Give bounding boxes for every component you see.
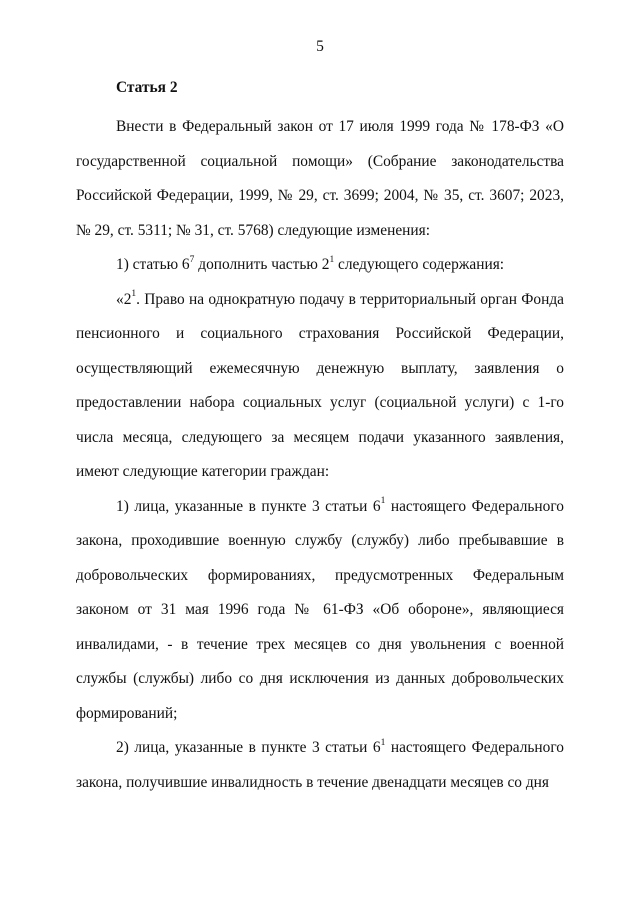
paragraph-item-1-article-6-7 <box>76 248 564 283</box>
superscript-index: 1 <box>131 289 137 300</box>
text-run: дополнить частью 2 <box>194 256 330 273</box>
text-run: следующего содержания: <box>334 256 505 273</box>
text-run: Внести в Федеральный закон от 17 июля 1999 года № 178-ФЗ «О государственной социальной помощи» (Собрание законодательства Российской Федерации, 1999, № 29, ст. 3699; 2004, № 35, ст. 3607; 2023, № 29, ст. 5311; № 31, ст. 5768) следующие изменения: <box>76 118 564 239</box>
text-run: . Право на однократную подачу в территориальный орган Фонда пенсионного и социального страхования Российской Федерации, осуществляющий ежемесячную денежную выплату, заявления о предоставлении набора социальных услуг (социальной услуги) с 1-го числа месяца, следующего за месяцем подачи указанного заявления, имеют следующие категории граждан: <box>76 290 564 480</box>
paragraph-intro <box>76 110 564 248</box>
article-heading: Статья 2 <box>116 79 178 96</box>
text-run: 1) статью 6 <box>116 256 190 273</box>
paragraph-subitem-2 <box>76 731 564 800</box>
superscript-index: 7 <box>189 254 195 265</box>
text-run: «2 <box>116 290 132 308</box>
page-number: 5 <box>316 38 324 55</box>
paragraph-part-2-1 <box>76 283 564 490</box>
superscript-index: 1 <box>329 254 335 265</box>
superscript-index: 1 <box>380 496 386 507</box>
text-run: 2) лица, указанные в пункте 3 статьи 6 <box>116 739 381 756</box>
text-run: 1) лица, указанные в пункте 3 статьи 6 <box>116 497 381 515</box>
text-run: настоящего Федерального закона, проходившие военную службу (службу) либо пребывавшие в добровольческих формированиях, предусмотренных Федеральным законом от 31 мая 1996 года № 61-ФЗ «Об обороне», являющиеся инвалидами, - в течение трех месяцев со дня увольнения с военной службы (службы) либо со дня исключения из данных добровольческих формирований; <box>76 497 564 722</box>
paragraph-subitem-1 <box>76 490 564 732</box>
text-run: настоящего Федерального закона, получившие инвалидность в течение двенадцати месяцев со дня <box>76 739 564 791</box>
document-body <box>76 78 564 800</box>
superscript-index: 1 <box>380 737 386 748</box>
